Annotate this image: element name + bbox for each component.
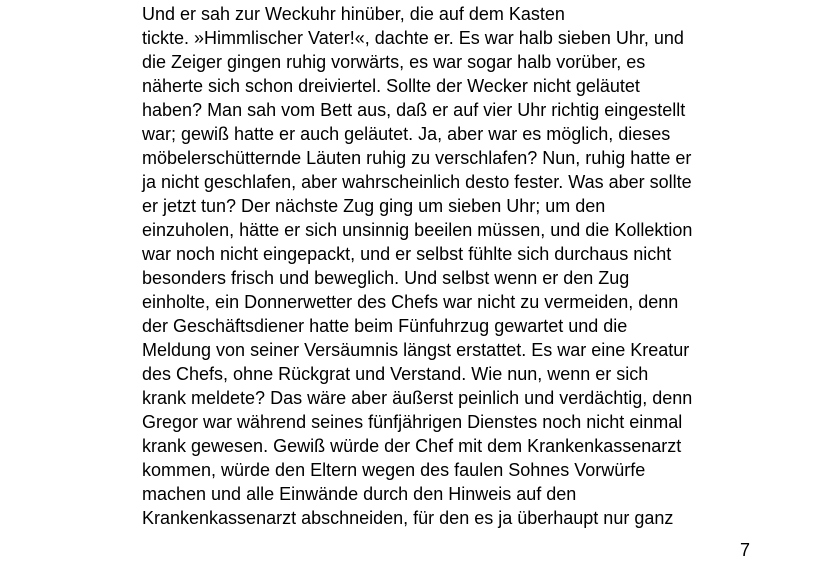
text-line: Meldung von seiner Versäumnis längst erstattet. Es war eine Kreatur xyxy=(142,340,690,360)
text-line: kommen, würde den Eltern wegen des faulen Sohnes Vorwürfe xyxy=(142,460,646,480)
text-line: näherte sich schon dreiviertel. Sollte der Wecker nicht geläutet xyxy=(142,76,640,96)
body-text xyxy=(142,2,792,530)
text-line: Und er sah zur Weckuhr hinüber, die auf dem Kasten xyxy=(142,4,565,24)
text-line: krank gewesen. Gewiß würde der Chef mit dem Krankenkassenarzt xyxy=(142,436,682,456)
text-line: Krankenkassenarzt abschneiden, für den es ja überhaupt nur ganz xyxy=(142,508,674,528)
text-line: machen und alle Einwände durch den Hinweis auf den xyxy=(142,484,577,504)
text-line: tickte. »Himmlischer Vater!«, dachte er. Es war halb sieben Uhr, und xyxy=(142,28,684,48)
text-line: der Geschäftsdiener hatte beim Fünfuhrzug gewartet und die xyxy=(142,316,628,336)
text-line: er jetzt tun? Der nächste Zug ging um sieben Uhr; um den xyxy=(142,196,606,216)
text-line: einholte, ein Donnerwetter des Chefs war nicht zu vermeiden, denn xyxy=(142,292,679,312)
text-line: besonders frisch und beweglich. Und selbst wenn er den Zug xyxy=(142,268,630,288)
text-line: möbelerschütternde Läuten ruhig zu verschlafen? Nun, ruhig hatte er xyxy=(142,148,692,168)
text-line: Gregor war während seines fünfjährigen Dienstes noch nicht einmal xyxy=(142,412,683,432)
text-line: einzuholen, hätte er sich unsinnig beeilen müssen, und die Kollektion xyxy=(142,220,693,240)
page-number: 7 xyxy=(740,540,751,560)
text-line: war; gewiß hatte er auch geläutet. Ja, aber war es möglich, dieses xyxy=(142,124,671,144)
text-line: die Zeiger gingen ruhig vorwärts, es war sogar halb vorüber, es xyxy=(142,52,646,72)
text-line: des Chefs, ohne Rückgrat und Verstand. Wie nun, wenn er sich xyxy=(142,364,649,384)
text-line: ja nicht geschlafen, aber wahrscheinlich desto fester. Was aber sollte xyxy=(142,172,692,192)
text-line: war noch nicht eingepackt, und er selbst fühlte sich durchaus nicht xyxy=(142,244,672,264)
text-line: haben? Man sah vom Bett aus, daß er auf vier Uhr richtig eingestellt xyxy=(142,100,686,120)
text-line: krank meldete? Das wäre aber äußerst peinlich und verdächtig, denn xyxy=(142,388,693,408)
